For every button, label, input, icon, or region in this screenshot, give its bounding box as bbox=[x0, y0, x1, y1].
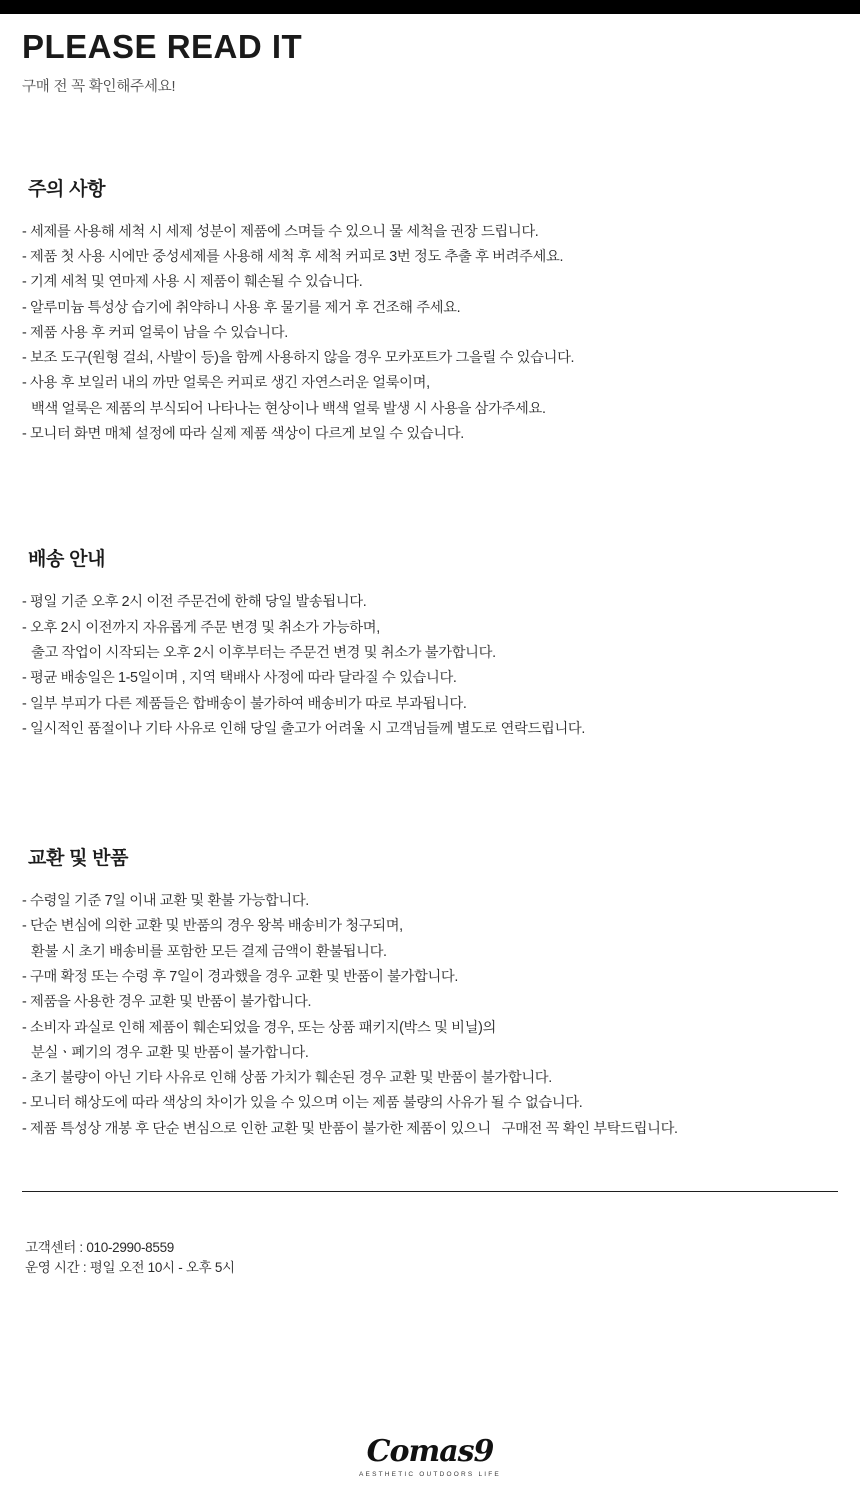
section-lines-exchange-return bbox=[22, 894, 838, 1147]
logo-wordmark: Comas9 bbox=[366, 1434, 494, 1469]
divider-wrap bbox=[22, 1191, 838, 1192]
list-item: - 제품 첫 사용 시에만 중성세제를 사용해 세척 후 세척 커피로 3번 정도 추출 후 버려주세요. bbox=[22, 248, 564, 265]
list-item: - 사용 후 보일러 내의 까만 얼룩은 커피로 생긴 자연스러운 얼룩이며, bbox=[22, 375, 430, 392]
list-item: - 보조 도구(원형 걸쇠, 사발이 등)을 함께 사용하지 않을 경우 모카포트가 그을릴 수 있습니다. bbox=[22, 350, 575, 367]
section-lines-precautions bbox=[22, 225, 838, 453]
list-item: - 오후 2시 이전까지 자유롭게 주문 변경 및 취소가 가능하며, bbox=[22, 619, 380, 636]
list-item: - 기계 세척 및 연마제 사용 시 제품이 훼손될 수 있습니다. bbox=[22, 274, 363, 291]
section-heading-precautions: 주의 사항 bbox=[28, 178, 106, 200]
page-subtitle: 구매 전 꼭 확인해주세요! bbox=[22, 78, 176, 95]
section-precautions bbox=[22, 174, 838, 453]
contact-hours: 운영 시간 : 평일 오전 10시 - 오후 5시 bbox=[25, 1259, 235, 1275]
list-item: - 모니터 화면 매체 설정에 따라 실제 제품 색상이 다르게 보일 수 있습니다. bbox=[22, 426, 464, 443]
top-black-bar bbox=[0, 0, 860, 14]
list-item: - 제품 사용 후 커피 얼룩이 남을 수 있습니다. bbox=[22, 324, 288, 341]
section-shipping bbox=[22, 544, 838, 747]
list-item: - 제품 특성상 개봉 후 단순 변심으로 인한 교환 및 반품이 불가한 제품이 있으니 구매전 꼭 확인 부탁드립니다. bbox=[22, 1120, 678, 1137]
list-item-continuation: 분실ㆍ폐기의 경우 교환 및 반품이 불가합니다. bbox=[31, 1044, 309, 1061]
section-heading-shipping: 배송 안내 bbox=[28, 549, 106, 571]
list-item: - 알루미늄 특성상 습기에 취약하니 사용 후 물기를 제거 후 건조해 주세요. bbox=[22, 299, 461, 316]
list-item: - 구매 확정 또는 수령 후 7일이 경과했을 경우 교환 및 반품이 불가합니다. bbox=[22, 968, 458, 985]
list-item: - 초기 불량이 아닌 기타 사유로 인해 상품 가치가 훼손된 경우 교환 및 반품이 불가합니다. bbox=[22, 1070, 552, 1087]
list-item: - 모니터 해상도에 따라 색상의 차이가 있을 수 있으며 이는 제품 불량의 사유가 될 수 없습니다. bbox=[22, 1095, 583, 1112]
list-item-continuation: 환불 시 초기 배송비를 포함한 모든 결제 금액이 환불됩니다. bbox=[31, 943, 387, 960]
list-item: - 평일 기준 오후 2시 이전 주문건에 한해 당일 발송됩니다. bbox=[22, 594, 367, 611]
list-item: - 일시적인 품절이나 기타 사유로 인해 당일 출고가 어려울 시 고객님들께 별도로 연락드립니다. bbox=[22, 720, 586, 737]
contact-phone: 고객센터 : 010-2990-8559 bbox=[25, 1240, 174, 1256]
list-item: - 단순 변심에 의한 교환 및 반품의 경우 왕복 배송비가 청구되며, bbox=[22, 918, 403, 935]
list-item: - 일부 부피가 다른 제품들은 합배송이 불가하여 배송비가 따로 부과됩니다. bbox=[22, 695, 467, 712]
list-item: - 세제를 사용해 세척 시 세제 성분이 제품에 스며들 수 있으니 물 세척을 권장 드립니다. bbox=[22, 223, 539, 240]
brand-logo bbox=[0, 1434, 860, 1478]
section-heading-exchange-return: 교환 및 반품 bbox=[28, 848, 129, 870]
logo-tagline: AESTHETIC OUTDOORS LIFE bbox=[359, 1471, 501, 1478]
list-item: - 소비자 과실로 인해 제품이 훼손되었을 경우, 또는 상품 패키지(박스 및 비닐)의 bbox=[22, 1019, 496, 1036]
section-exchange-return bbox=[22, 843, 838, 1147]
section-divider bbox=[22, 1191, 838, 1192]
list-item-continuation: 백색 얼룩은 제품의 부식되어 나타나는 현상이나 백색 얼룩 발생 시 사용을 삼가주세요. bbox=[31, 400, 546, 417]
list-item: - 수령일 기준 7일 이내 교환 및 환불 가능합니다. bbox=[22, 893, 309, 910]
list-item-continuation: 출고 작업이 시작되는 오후 2시 이후부터는 주문건 변경 및 취소가 불가합니다. bbox=[31, 644, 496, 661]
section-lines-shipping bbox=[22, 595, 838, 747]
list-item: - 제품을 사용한 경우 교환 및 반품이 불가합니다. bbox=[22, 994, 312, 1011]
list-item: - 평균 배송일은 1-5일이며 , 지역 택배사 사정에 따라 달라질 수 있습니다. bbox=[22, 670, 457, 687]
document-body bbox=[0, 30, 860, 1277]
contact-info bbox=[22, 1238, 838, 1277]
page-title: PLEASE READ IT bbox=[22, 28, 303, 65]
